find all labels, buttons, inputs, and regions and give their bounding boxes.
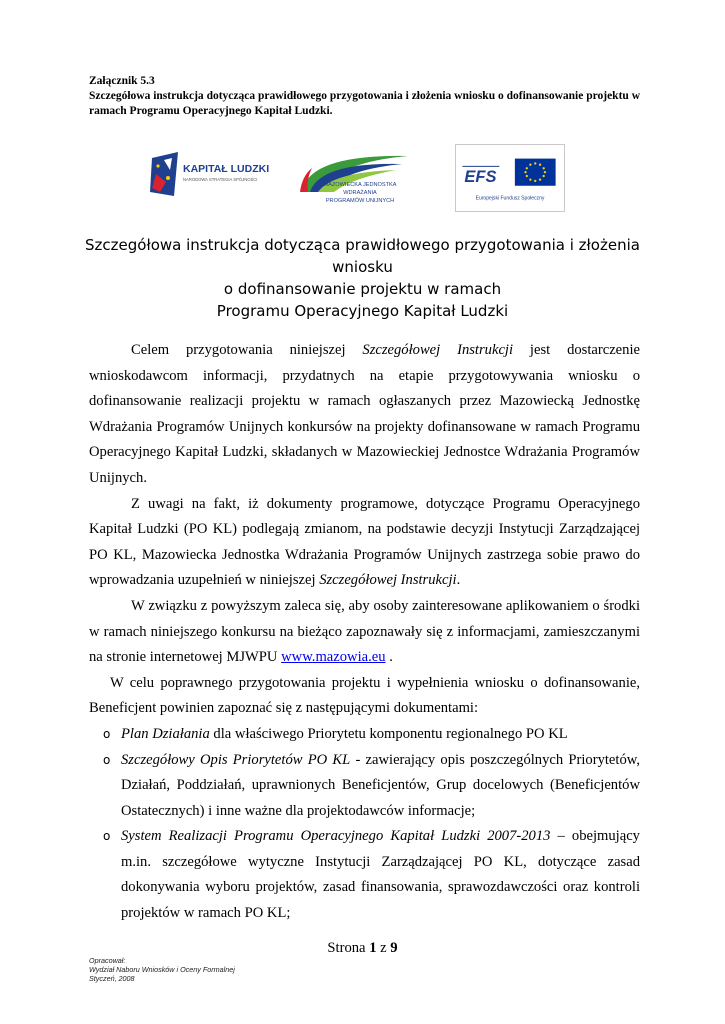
p1-text-b: jest dostarczenie wnioskodawcom informacji, przydatnych na etapie przygotowywania wniosku o dofinansowanie realizacji projektu w ramach ogłaszanych przez Mazowiecką Jednostkę Wdrażania Programów Unijnych konkursów na projekty dofinansowane w ramach Programu Operacyjnego Kapitał Ludzki, składanych w Mazowieckiej Jednostce Wdrażania Programów Unijnych. xyxy=(89,342,640,486)
title-line-3: Programu Operacyjnego Kapitał Ludzki xyxy=(216,302,509,320)
bullet-icon: o xyxy=(103,829,111,844)
footer-note-date: Styczeń, 2008 xyxy=(89,974,135,984)
list-item-title: Plan Działania xyxy=(121,725,210,742)
kl-name: KAPITAŁ LUDZKI xyxy=(183,163,270,175)
p3-text-a: W związku z powyższym zaleca się, aby osoby zainteresowane aplikowaniem o środki w ramach niniejszego konkursu na bieżąco zapoznawały się z informacjami, zamieszczanymi na stronie internetowej MJWPU xyxy=(89,597,640,666)
kl-subtitle: NARODOWA STRATEGIA SPÓJNOŚCI xyxy=(183,177,258,182)
list-item-text: - zawierający opis poszczególnych Priorytetów, Działań, Poddziałań, uprawnionych Beneficjentów, Grup docelowych (Beneficjentów Ostatecznych) i inne ważne dla projektodawców informacje; xyxy=(121,751,640,819)
footer-note xyxy=(89,956,235,984)
mjw-line1: MAZOWIECKA JEDNOSTKA xyxy=(323,182,397,188)
p2-text-a: Z uwagi na fakt, iż dokumenty programowe, dotyczące Programu Operacyjnego Kapitał Ludzki (PO KL) podlegają zmianom, na podstawie decyzji Instytucji Zarządzającej PO KL, Mazowiecka Jednostka Wdrażania Programów Unijnych zastrzega sobie prawo do wprowadzania uzupełnień w niniejszej xyxy=(89,495,640,589)
page-total: 9 xyxy=(390,940,398,956)
efs-abbr: EFS xyxy=(464,167,497,186)
list-item xyxy=(89,824,640,926)
list-item-text: dla właściwego Priorytetu komponentu regionalnego PO KL xyxy=(209,725,568,742)
page-prefix: Strona xyxy=(327,940,370,956)
p1-text-a: Celem przygotowania niniejszej xyxy=(131,342,363,358)
efs-logo xyxy=(455,144,565,212)
mjwpu-logo xyxy=(298,146,412,210)
title-line-2: o dofinansowanie projektu w ramach xyxy=(223,280,502,298)
p1-emphasis: Szczegółowej Instrukcji xyxy=(362,342,514,358)
page-number xyxy=(0,940,725,957)
paragraph-purpose xyxy=(89,338,640,492)
paragraph-recommendation xyxy=(89,594,640,671)
paragraph-changes xyxy=(89,492,640,594)
list-item-title: Szczegółowy Opis Priorytetów PO KL xyxy=(121,751,351,768)
attachment-description: Szczegółowa instrukcja dotycząca prawidłowego przygotowania i złożenia wniosku o dofinansowanie projektu w ramach Programu Operacyjnego Kapitał Ludzki. xyxy=(89,90,640,117)
page-separator: z xyxy=(376,940,391,956)
bullet-icon: o xyxy=(103,726,111,741)
p2-emphasis: Szczegółowej Instrukcji xyxy=(319,572,457,589)
bullet-icon: o xyxy=(103,752,111,767)
mazowia-link[interactable]: www.mazowia.eu xyxy=(281,649,386,666)
list-item xyxy=(89,722,640,748)
p2-text-b: . xyxy=(456,572,461,589)
mjw-line3: PROGRAMÓW UNIJNYCH xyxy=(325,198,395,204)
p3-text-b: . xyxy=(385,649,393,666)
page-current: 1 xyxy=(369,940,377,956)
footer-note-department: Wydział Naboru Wniosków i Oceny Formalnej xyxy=(89,965,235,975)
kapital-ludzki-logo xyxy=(150,152,270,198)
document-body xyxy=(89,338,640,927)
paragraph-documents-intro: W celu poprawnego przygotowania projektu i wypełnienia wniosku o dofinansowanie, Beneficjent powinien zapoznać się z następującymi dokumentami: xyxy=(89,674,640,717)
attachment-number: Załącznik 5.3 xyxy=(89,75,155,87)
list-item xyxy=(89,748,640,825)
list-item-title: System Realizacji Programu Operacyjnego Kapitał Ludzki 2007-2013 xyxy=(121,828,551,845)
title-line-1: Szczegółowa instrukcja dotycząca prawidłowego przygotowania i złożenia wniosku xyxy=(85,236,640,276)
list-item-text: – obejmujący m.in. szczegółowe wytyczne Instytucji Zarządzającej PO KL, dotyczące zasad dokonywania wyboru projektów, zasad finansowania, sprawozdawczości oraz kontroli projektów w ramach PO KL; xyxy=(121,828,640,922)
mjw-line2: WDRAŻANIA xyxy=(343,190,377,196)
footer-note-author-label: Opracował: xyxy=(89,956,126,965)
efs-subtitle: Europejski Fundusz Społeczny xyxy=(475,195,545,202)
attachment-header xyxy=(89,74,640,119)
logo-bar xyxy=(0,140,725,220)
documents-list xyxy=(89,722,640,927)
document-title xyxy=(60,234,665,322)
